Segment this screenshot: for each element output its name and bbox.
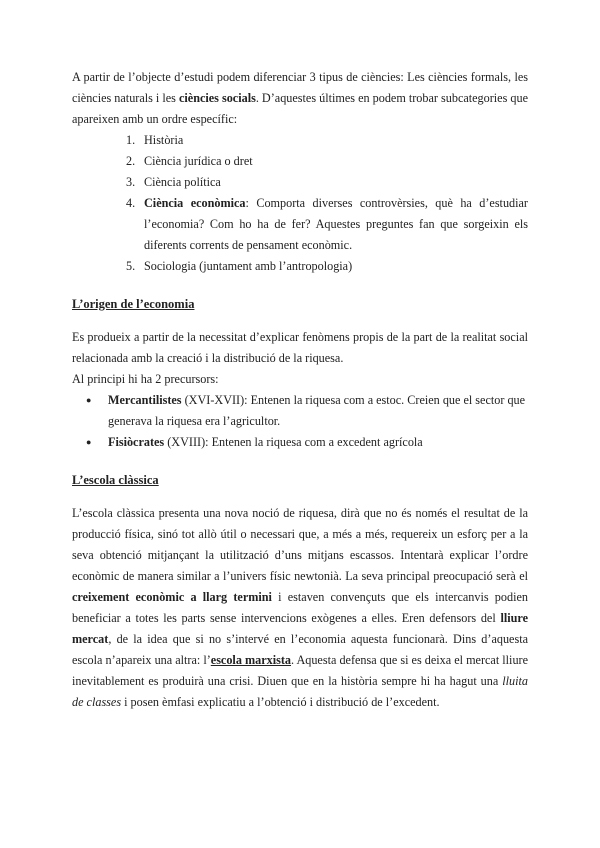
list-number: 1. [126, 133, 136, 147]
document-body [72, 67, 528, 713]
list-item-text: Ciència jurídica o dret [144, 154, 253, 168]
classical-bold-2: lliure mercat [72, 611, 528, 646]
list-item [72, 130, 528, 151]
list-number: 5. [126, 259, 136, 273]
intro-text-1: A partir de l’objecte d’estudi podem diferenciar 3 tipus de ciències: Les ciències formals, les ciències naturals i les [72, 70, 528, 105]
precursors-intro: Al principi hi ha 2 precursors: [72, 372, 219, 386]
bullet-bold: Mercantilistes [108, 393, 182, 407]
list-number: 4. [126, 196, 136, 210]
list-number: 2. [126, 154, 136, 168]
list-number: 3. [126, 175, 136, 189]
bullet-text: (XVI-XVII): Entenen la riquesa com a estoc. Creien que el sector que generava la riquesa era l’agricultor. [108, 393, 526, 428]
intro-paragraph [72, 67, 528, 130]
bullet-icon: ● [86, 395, 92, 405]
list-item-bold: Ciència econòmica [144, 196, 246, 210]
bullet-bold: Fisiòcrates [108, 435, 165, 449]
list-item-text: Història [144, 133, 184, 147]
precursors-list [72, 390, 528, 453]
bullet-icon: ● [86, 437, 92, 447]
list-item [72, 193, 528, 256]
list-item [72, 151, 528, 172]
origin-paragraph: Es produeix a partir de la necessitat d’explicar fenòmens propis de la part de la realitat social relacionada amb la creació i la distribució de la riquesa. [72, 330, 528, 365]
list-item [72, 432, 528, 453]
classical-text-3: , de la idea que si no s’intervé en l’economia aquesta funcionarà. Dins d’aquesta escola n’apareix una altra: l’ [72, 632, 528, 667]
list-item-text: Sociologia (juntament amb l’antropologia) [144, 259, 353, 273]
classical-text-2: i estaven convençuts que els intercanvis podien beneficiar a totes les parts sense intervencions exògenes a elles. Eren defensors del [72, 590, 528, 625]
classical-bold-1: creixement econòmic a llarg termini [72, 590, 272, 604]
classical-text-4: . Aquesta defensa que si es deixa el mercat lliure inevitablement es produirà una crisi. Diuen que en la història sempre hi ha hagut una [72, 653, 529, 688]
bullet-text: (XVIII): Entenen la riquesa com a excedent agrícola [164, 435, 423, 449]
list-item-text: Ciència política [144, 175, 221, 189]
intro-text-2: . D’aquestes últimes en podem trobar subcategories que apareixen amb un ordre específic: [72, 91, 528, 126]
sciences-list [72, 130, 528, 277]
list-item [72, 172, 528, 193]
list-item [72, 390, 528, 432]
list-item [72, 256, 528, 277]
list-item-text: : Comporta diverses controvèrsies, què ha d’estudiar l’economia? Com ho ha de fer? Aquestes preguntes fan que sorgeixin els diferents corrents de pensament econòmic. [144, 196, 528, 252]
classical-text-1: L’escola clàssica presenta una nova noció de riquesa, dirà que no és només el resultat de la producció física, sinó tot allò útil o necessari que, a més a més, requereix un esforç per a la seva obtenció mitjançant la utilització d’uns mitjans escassos. Intentarà explicar l’ordre econòmic de manera similar a l’univers físic newtonià. La seva principal preocupació serà el [72, 506, 528, 583]
classical-paragraph [72, 503, 528, 713]
classical-bold-3: escola marxista [210, 653, 292, 667]
classical-text-5: i posen èmfasi explicatiu a l’obtenció i distribució de l’excedent. [121, 695, 440, 709]
classical-italic-1: lluita de classes [72, 674, 528, 709]
section-heading-origin: L’origen de l’economia [72, 297, 195, 311]
section-heading-classical: L’escola clàssica [72, 473, 159, 487]
intro-bold-term: ciències socials [178, 91, 256, 105]
